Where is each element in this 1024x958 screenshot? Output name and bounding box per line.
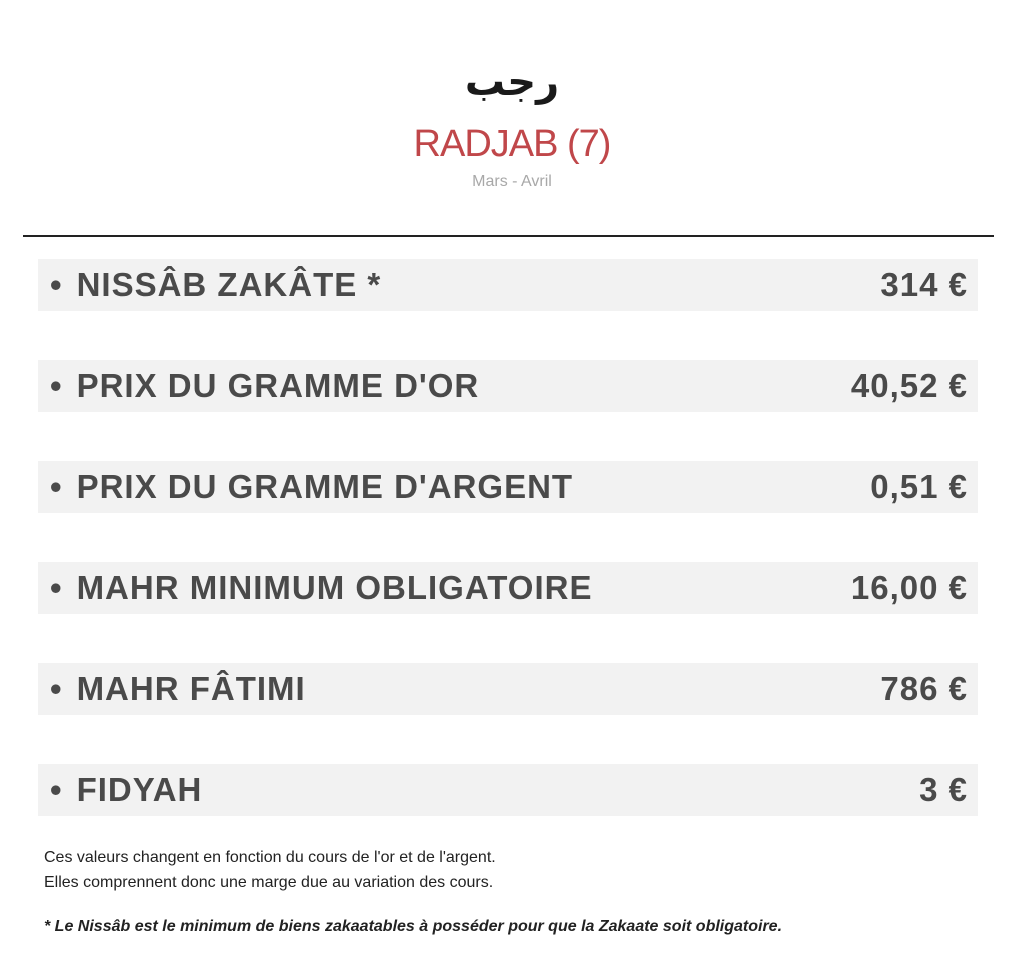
row-value: 0,51 €: [870, 468, 968, 505]
row-label-text: PRIX DU GRAMME D'OR: [76, 367, 480, 404]
row-value: 786 €: [880, 670, 968, 707]
row-label: [50, 266, 381, 304]
row-mahr-minimum: [38, 562, 978, 614]
note-line-1: Ces valeurs changent en fonction du cours de l'or et de l'argent.: [44, 849, 496, 866]
bullet: •: [50, 670, 63, 707]
bullet: •: [50, 771, 63, 808]
row-label: [50, 771, 202, 809]
row-label: [50, 468, 573, 506]
bullet: •: [50, 569, 63, 606]
row-fidyah: [38, 764, 978, 816]
arabic-month-title: رجب: [464, 59, 560, 105]
row-value: 3 €: [919, 771, 968, 808]
row-label-text: PRIX DU GRAMME D'ARGENT: [76, 468, 574, 505]
footnote: * Le Nissâb est le minimum de biens zakaatables à posséder pour que la Zakaate soit obligatoire.: [44, 918, 783, 935]
month-subtitle: Mars - Avril: [472, 173, 552, 190]
row-label: [50, 569, 592, 607]
row-value: 314 €: [880, 266, 968, 303]
row-label-text: NISSÂB ZAKÂTE *: [76, 266, 382, 303]
bullet: •: [50, 468, 63, 505]
note-line-2: Elles comprennent donc une marge due au variation des cours.: [44, 874, 494, 891]
row-label: [50, 670, 306, 708]
row-label-text: MAHR FÂTIMI: [76, 670, 306, 707]
notes: [44, 845, 496, 895]
month-title: RADJAB (7): [413, 123, 611, 165]
row-prix-gramme-argent: [38, 461, 978, 513]
row-prix-gramme-or: [38, 360, 978, 412]
row-nissab-zakate: [38, 259, 978, 311]
header-divider: [23, 235, 994, 237]
row-label-text: MAHR MINIMUM OBLIGATOIRE: [76, 569, 593, 606]
bullet: •: [50, 266, 63, 303]
row-label-text: FIDYAH: [76, 771, 203, 808]
row-mahr-fatimi: [38, 663, 978, 715]
bullet: •: [50, 367, 63, 404]
row-value: 16,00 €: [850, 569, 968, 606]
row-label: [50, 367, 479, 405]
row-value: 40,52 €: [850, 367, 968, 404]
